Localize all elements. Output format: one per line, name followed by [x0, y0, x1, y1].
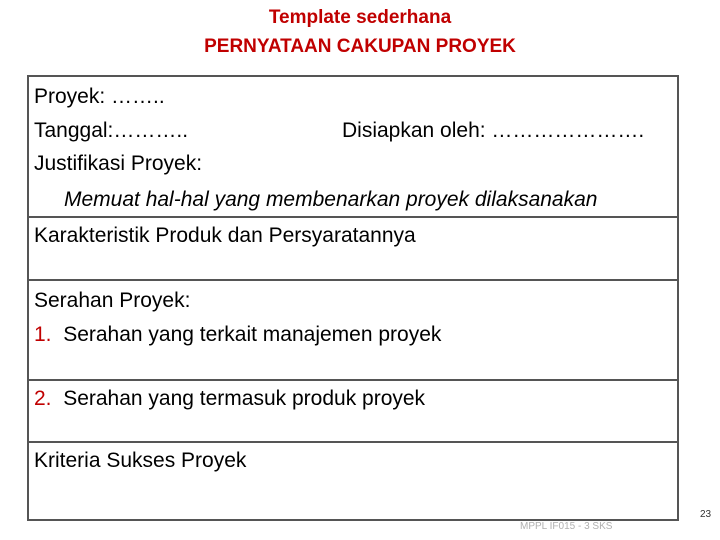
deliverable-item-1	[34, 321, 441, 349]
deliverable-number: 1.	[34, 323, 52, 346]
deliverables-product-section	[29, 381, 677, 443]
prepared-by-field: Disiapkan oleh: ………………….	[342, 119, 645, 142]
date-field: Tanggal:………..	[34, 119, 189, 142]
success-criteria-label: Kriteria Sukses Proyek	[34, 449, 247, 472]
project-info-section	[29, 77, 677, 218]
template-subtitle: Template sederhana	[268, 7, 452, 28]
product-characteristics-label: Karakteristik Produk dan Persyaratannya	[34, 224, 416, 247]
deliverable-text: Serahan yang termasuk produk proyek	[63, 387, 426, 410]
deliverables-section	[29, 281, 677, 381]
product-characteristics-section	[29, 218, 677, 281]
deliverable-item-2	[34, 385, 425, 413]
page-title: PERNYATAAN CAKUPAN PROYEK	[204, 36, 516, 57]
deliverable-number: 2.	[34, 387, 52, 410]
deliverables-label: Serahan Proyek:	[34, 289, 191, 312]
success-criteria-section	[29, 443, 677, 519]
justification-description: Memuat hal-hal yang membenarkan proyek dilaksanakan	[64, 188, 598, 211]
project-field: Proyek: ……..	[34, 85, 165, 108]
deliverable-text: Serahan yang terkait manajemen proyek	[63, 323, 442, 346]
scope-statement-form	[27, 75, 679, 521]
page-number: 23	[700, 509, 712, 520]
course-footer: MPPL IF015 - 3 SKS	[520, 521, 613, 532]
justification-label: Justifikasi Proyek:	[34, 152, 203, 175]
